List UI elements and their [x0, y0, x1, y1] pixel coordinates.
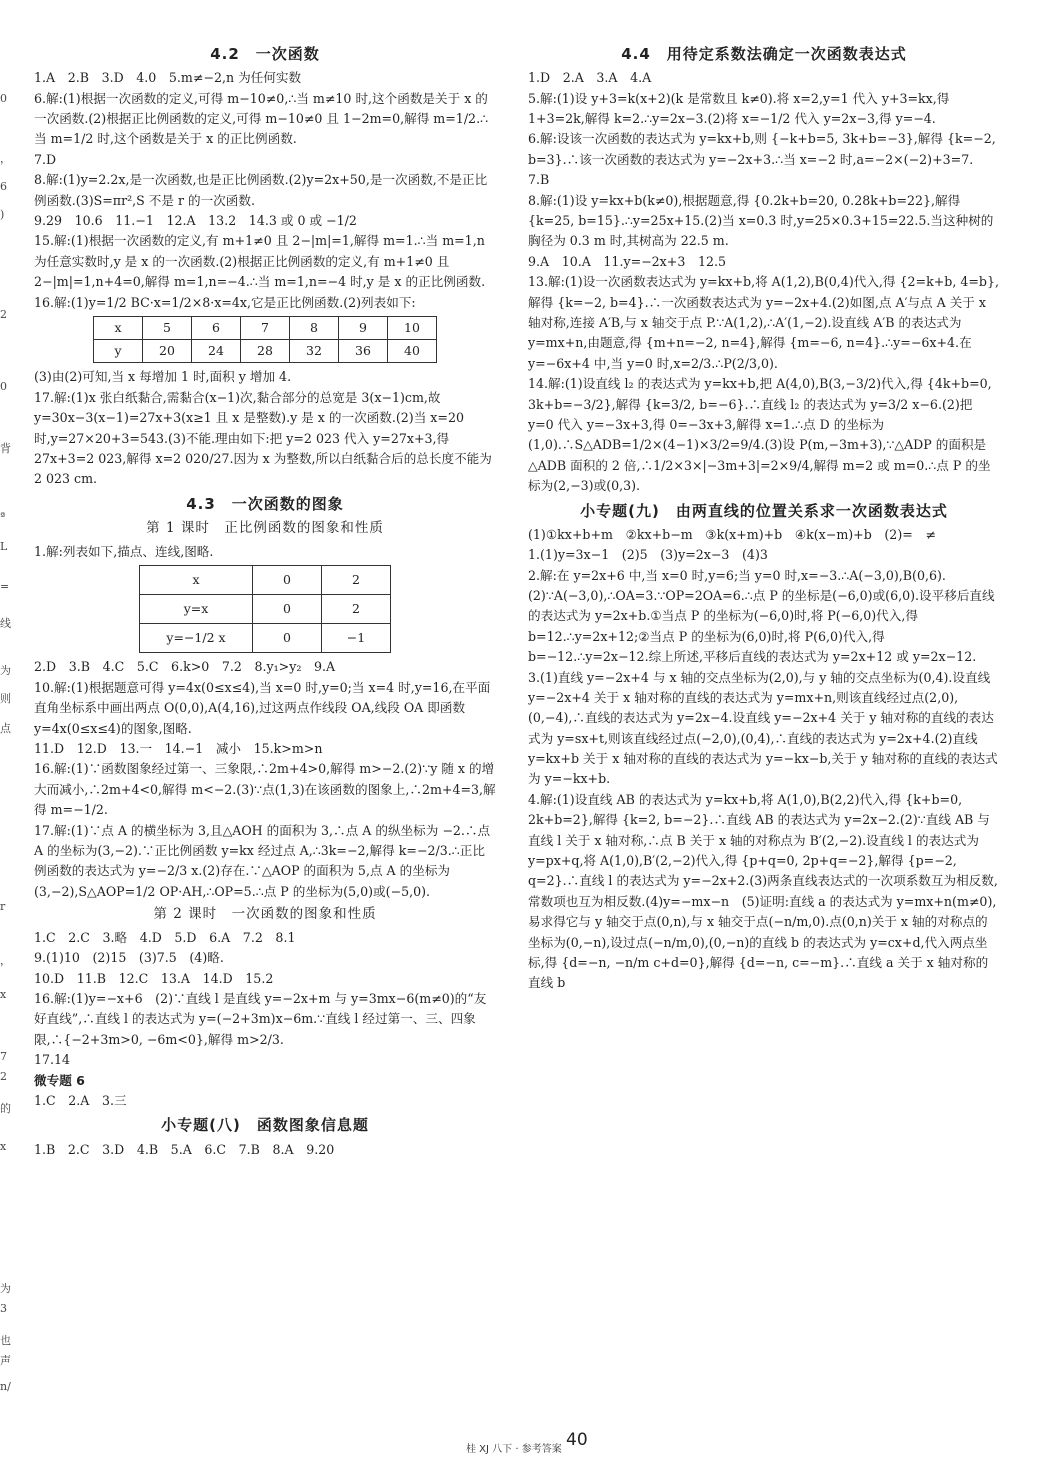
- section-4-4-title: 4.4 用待定系数法确定一次函数表达式: [621, 45, 907, 63]
- edge-fragment: ): [0, 208, 5, 221]
- answer-line: 16.解:(1)∵函数图象经过第一、三象限,∴2m+4>0,解得 m>−2.(2)∵y 随 x 的增大而减小,∴2m+4<0,解得 m<−2.(3)∵点(1,3)在该函数的图象上,∴2m+4=3,解得 m=−1/2.: [34, 761, 496, 818]
- section-4-2-title: 4.2 一次函数: [210, 45, 320, 63]
- answer-line: 10.D 11.B 12.C 13.A 14.D 15.2: [34, 970, 274, 986]
- table-cell: x: [140, 566, 253, 595]
- edge-fragment: 0: [0, 380, 7, 393]
- table-cell: 7: [241, 316, 290, 339]
- answer-line: 1.D 2.A 3.A 4.A: [528, 70, 652, 86]
- table-cell: 2: [322, 595, 391, 624]
- left-edge-fragments: [0, 40, 12, 1460]
- answer-line: 1.A 2.B 3.D 4.0 5.m≠−2,n 为任何实数: [34, 70, 302, 86]
- edge-fragment: 2: [0, 1070, 7, 1083]
- edge-fragment: 点: [0, 722, 11, 735]
- answer-line: 8.解:(1)y=2.2x,是一次函数,也是正比例函数.(2)y=2x+50,是一次函数,不是正比例函数.(3)S=πr²,S 不是 r 的一次函数.: [34, 172, 488, 208]
- answer-line: 1.解:列表如下,描点、连线,图略.: [34, 543, 214, 559]
- answer-line: 17.解:(1)∵点 A 的横坐标为 3,且△AOH 的面积为 3,∴点 A 的纵坐标为 −2.∴点 A 的坐标为(3,−2).∵正比例函数 y=kx 经过点 A,∴3k=−2,解得 k=−2/3.∴正比例函数的表达式为 y=−2/3 x.(2)存在.∵△AOP 的面积为 5,点 A 的坐标为(3,−2),S△AOP=1/2 OP·AH,∴OP=5.∴点 P 的坐标为(5,0)或(−5,0).: [34, 822, 491, 899]
- answer-line: 16.解:(1)y=1/2 BC·x=1/2×8·x=4x,它是正比例函数.(2)列表如下:: [34, 294, 416, 310]
- page-footer: 桂 XJ 八下 · 参考答案: [466, 1444, 562, 1455]
- table-row: [94, 340, 437, 363]
- table-row: [140, 595, 391, 624]
- table-cell: 8: [290, 316, 339, 339]
- table-row: [140, 566, 391, 595]
- table-cell: 0: [253, 595, 322, 624]
- edge-fragment: 则: [0, 692, 11, 705]
- answer-line: 11.D 12.D 13.一 14.−1 减小 15.k>m>n: [34, 740, 323, 756]
- answer-line: 17.解:(1)x 张白纸黏合,需黏合(x−1)次,黏合部分的总宽是 3(x−1)cm,故 y=30x−3(x−1)=27x+3(x≥1 且 x 是整数).y 是 x 的一次函数.(2)当 x=20 时,y=27×20+3=543.(3)不能.理由如下:把 y=2 023 代入 y=27x+3,得 27x+3=2 023,解得 x=2 020/27.因为 x 为整数,所以白纸黏合后的总长度不能为 2 023 cm.: [34, 389, 492, 487]
- edge-fragment: 为: [0, 1282, 11, 1295]
- page-number: 40: [566, 1430, 588, 1450]
- table-16: [93, 316, 437, 364]
- answer-line: 2.D 3.B 4.C 5.C 6.k>0 7.2 8.y₁>y₂ 9.A: [34, 659, 336, 675]
- answer-line: 1.(1)y=3x−1 (2)5 (3)y=2x−3 (4)3: [528, 547, 768, 563]
- edge-fragment: x: [0, 988, 7, 1001]
- edge-fragment: 2: [0, 308, 7, 321]
- topic-8-title: 小专题(八) 函数图象信息题: [161, 1116, 369, 1135]
- edge-fragment: ª: [0, 510, 6, 523]
- table-cell: 6: [192, 316, 241, 339]
- table-cell: 28: [241, 340, 290, 363]
- lesson-2-title: 第 2 课时 一次函数的图象和性质: [153, 906, 377, 923]
- answer-line: 3.(1)直线 y=−2x+4 与 x 轴的交点坐标为(2,0),与 y 轴的交点坐标为(0,4).设直线 y=−2x+4 关于 x 轴对称的直线的表达式为 y=mx+n,则该直线经过点(2,0),(0,−4),∴直线的表达式为 y=2x−4.设直线 y=−2x+4 关于 y 轴对称的直线的表达式为 y=sx+t,则该直线经过点(−2,0),(0,4),∴直线的表达式为 y=2x+4.(2)直线 y=kx+b 关于 x 轴对称的直线的表达式为 y=−kx−b,关于 y 轴对称的直线的表达式为 y=−kx+b.: [528, 669, 998, 787]
- table-cell: 10: [388, 316, 437, 339]
- table-cell: 32: [290, 340, 339, 363]
- answer-line: 9.A 10.A 11.y=−2x+3 12.5: [528, 253, 726, 269]
- left-column: [34, 40, 496, 1160]
- answer-line: 13.解:(1)设一次函数表达式为 y=kx+b,将 A(1,2),B(0,4)代入,得 {2=k+b, 4=b},解得 {k=−2, b=4}.∴一次函数表达式为 y=−2x+4.(2)如图,点 A′与点 A 关于 x 轴对称,连接 A′B,与 x 轴交于点 P.∵A(1,2),∴A′(1,−2).设直线 A′B 的表达式为 y=mx+n,由题意,得 {m+n=−2, n=4},解得 {m=−6, n=4}.∴y=−6x+4.在 y=−6x+4 中,当 y=0 时,x=2/3.∴P(2/3,0).: [528, 274, 999, 371]
- answer-line: (3)由(2)可知,当 x 每增加 1 时,面积 y 增加 4.: [34, 369, 292, 385]
- edge-fragment: 声: [0, 1354, 11, 1367]
- answer-line: 9.29 10.6 11.−1 12.A 13.2 14.3 或 0 或 −1/2: [34, 213, 357, 229]
- topic-6-title: 微专题 6: [34, 1072, 85, 1088]
- table-cell: 36: [339, 340, 388, 363]
- edge-fragment: 也: [0, 1334, 11, 1347]
- table-cell: 0: [253, 624, 322, 653]
- lesson-1-title: 第 1 课时 正比例函数的图象和性质: [146, 520, 384, 537]
- answer-line: (1)①kx+b+m ②kx+b−m ③k(x+m)+b ④k(x−m)+b (2)= ≠: [528, 526, 936, 542]
- answer-line: 15.解:(1)根据一次函数的定义,有 m+1≠0 且 2−|m|=1,解得 m=1.∴当 m=1,n 为任意实数时,y 是 x 的一次函数.(2)根据正比例函数的定义,有 m+1≠0 且 2−|m|=1,n+4=0,解得 m=1,n=−4.∴当 m=1,n=−4 时,y 是 x 的正比例函数.: [34, 233, 486, 290]
- edge-fragment: L: [0, 540, 8, 553]
- edge-fragment: 0: [0, 92, 7, 105]
- answer-line: 16.解:(1)y=−x+6 (2)∵直线 l 是直线 y=−2x+m 与 y=3mx−6(m≠0)的“友好直线”,∴直线 l 的表达式为 y=(−2+3m)x−6m.∵直线 l 经过第一、三、四象限,∴{−2+3m>0, −6m<0},解得 m>2/3.: [34, 991, 487, 1047]
- answer-line: 6.解:(1)根据一次函数的定义,可得 m−10≠0,∴当 m≠10 时,这个函数是关于 x 的一次函数.(2)根据正比例函数的定义,可得 m−10≠0 且 1−2m=0,解得 m=1/2.∴当 m=1/2 时,这个函数是关于 x 的正比例函数.: [34, 90, 489, 147]
- answer-line: 2.解:在 y=2x+6 中,当 x=0 时,y=6;当 y=0 时,x=−3.∴A(−3,0),B(0,6).(2)∵A(−3,0),∴OA=3.∵OP=2OA=6.∴点 P 的坐标是(−6,0)或(6,0).设平移后直线的表达式为 y=2x+b.①当点 P 的坐标为(−6,0)时,将 P(−6,0)代入,得 b=12.∴y=2x+12;②当点 P 的坐标为(6,0)时,将 P(6,0)代入,得 b=−12.∴y=2x−12.综上所述,平移后直线的表达式为 y=2x+12 或 y=2x−12.: [528, 567, 995, 665]
- edge-fragment: 的: [0, 1102, 11, 1115]
- section-4-3-title: 4.3 一次函数的图象: [186, 494, 344, 513]
- edge-fragment: x: [0, 1140, 7, 1153]
- table-cell: x: [94, 316, 143, 339]
- answer-line: 6.解:设该一次函数的表达式为 y=kx+b,则 {−k+b=5, 3k+b=−3},解得 {k=−2, b=3}.∴该一次函数的表达式为 y=−2x+3.∴当 x=−2 时,a=−2×(−2)+3=7.: [528, 131, 996, 167]
- table-1: [139, 565, 391, 653]
- answer-line: 1.C 2.C 3.略 4.D 5.D 6.A 7.2 8.1: [34, 929, 296, 945]
- table-cell: −1: [322, 624, 391, 653]
- edge-fragment: n/: [0, 1380, 11, 1393]
- table-row: [140, 624, 391, 653]
- table-cell: y: [94, 340, 143, 363]
- answer-line: 9.(1)10 (2)15 (3)7.5 (4)略.: [34, 950, 224, 966]
- table-row: [94, 316, 437, 339]
- edge-fragment: 为: [0, 664, 11, 677]
- table-cell: 24: [192, 340, 241, 363]
- answer-line: 7.B: [528, 172, 550, 188]
- answer-line: 17.14: [34, 1052, 71, 1068]
- topic-9-title: 小专题(九) 由两直线的位置关系求一次函数表达式: [580, 501, 948, 520]
- edge-fragment: 3: [0, 1302, 7, 1315]
- edge-fragment: ，: [0, 152, 11, 165]
- table-cell: 0: [253, 566, 322, 595]
- edge-fragment: r: [0, 900, 6, 913]
- table-cell: 9: [339, 316, 388, 339]
- edge-fragment: 线: [0, 617, 11, 630]
- right-column: [528, 40, 1000, 994]
- answer-line: 14.解:(1)设直线 l₂ 的表达式为 y=kx+b,把 A(4,0),B(3,−3/2)代入,得 {4k+b=0, 3k+b=−3/2},解得 {k=3/2, b=−6}.∴直线 l₂ 的表达式为 y=3/2 x−6.(2)把 y=0 代入 y=−3x+3,得 0=−3x+3,解得 x=1.∴点 D 的坐标为(1,0).∴S△ADB=1/2×(4−1)×3/2=9/4.(3)设 P(m,−3m+3),∵△ADP 的面积是△ADB 面积的 2 倍,∴1/2×3×|−3m+3|=2×9/4,解得 m=2 或 m=0.∴点 P 的坐标为(2,−3)或(0,3).: [528, 376, 992, 494]
- table-cell: y=−1/2 x: [140, 624, 253, 653]
- table-cell: 40: [388, 340, 437, 363]
- edge-fragment: 6: [0, 180, 7, 193]
- table-cell: y=x: [140, 595, 253, 624]
- answer-line: 4.解:(1)设直线 AB 的表达式为 y=kx+b,将 A(1,0),B(2,2)代入,得 {k+b=0, 2k+b=2},解得 {k=2, b=−2}.∴直线 AB 的表达式为 y=2x−2.(2)∵直线 AB 与直线 l 关于 x 轴对称,∴点 B 关于 x 轴的对称点为 B′(2,−2).设直线 l 的表达式为 y=px+q,将 A(1,0),B′(2,−2)代入,得 {p+q=0, 2p+q=−2},解得 {p=−2, q=2}.∴直线 l 的表达式为 y=−2x+2.(3)两条直线表达式的一次项系数互为相反数,常数项也互为相反数.(4)y=−mx−n (5)证明:直线 a 的表达式为 y=mx+n(m≠0),易求得它与 y 轴交于点(0,n),与 x 轴交于点(−n/m,0).点(0,n)关于 x 轴的对称点的坐标为(0,−n),设过点(−n/m,0),(0,−n)的直线 b 的表达式为 y=cx+d,代入两点坐标,得 {d=−n, −n/m c+d=0},解得 {d=−n, c=−m}.∴直线 a 关于 x 轴对称的直线 b: [528, 791, 998, 991]
- answer-line: 1.B 2.C 3.D 4.B 5.A 6.C 7.B 8.A 9.20: [34, 1141, 335, 1157]
- edge-fragment: =: [0, 580, 10, 593]
- answer-line: 10.解:(1)根据题意可得 y=4x(0≤x≤4),当 x=0 时,y=0;当 x=4 时,y=16,在平面直角坐标系中画出两点 O(0,0),A(4,16),过这两点作线段 OA,线段 OA 即函数 y=4x(0≤x≤4)的图象,图略.: [34, 679, 491, 736]
- edge-fragment: ，: [0, 954, 11, 967]
- answer-line: 8.解:(1)设 y=kx+b(k≠0),根据题意,得 {0.2k+b=20, 0.28k+b=22},解得 {k=25, b=15}.∴y=25x+15.(2)当 x=0.3 时,y=25×0.3+15=22.5.当这种树的胸径为 0.3 m 时,其树高为 22.5 m.: [528, 192, 994, 249]
- edge-fragment: 7: [0, 1050, 7, 1063]
- answer-line: 1.C 2.A 3.三: [34, 1093, 127, 1109]
- table-cell: 2: [322, 566, 391, 595]
- edge-fragment: 背: [0, 442, 11, 455]
- table-cell: 20: [143, 340, 192, 363]
- table-cell: 5: [143, 316, 192, 339]
- answer-line: 7.D: [34, 151, 57, 167]
- answer-line: 5.解:(1)设 y+3=k(x+2)(k 是常数且 k≠0).将 x=2,y=1 代入 y+3=kx,得 1+3=2k,解得 k=2.∴y=2x−3.(2)将 x=−1/2 代入 y=2x−3,得 y=−4.: [528, 90, 950, 127]
